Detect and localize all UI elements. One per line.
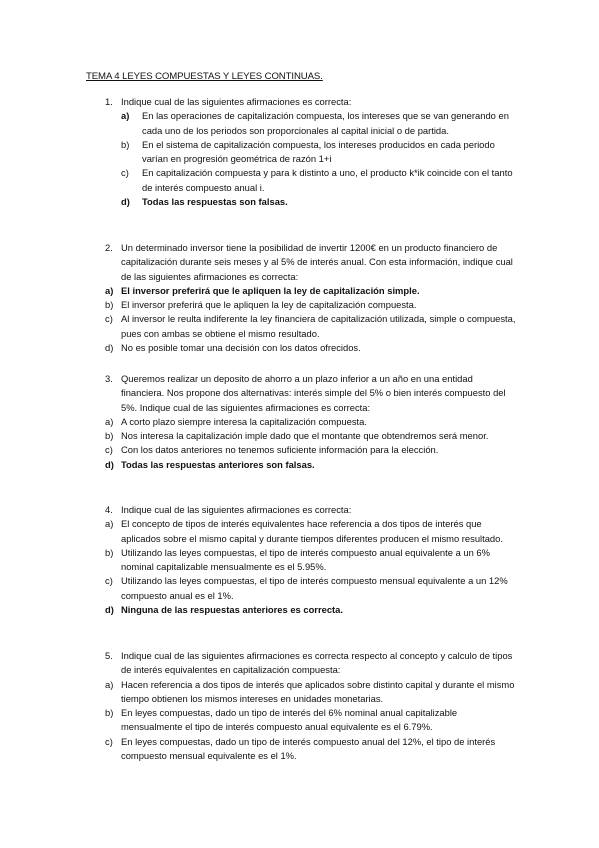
option-a bbox=[0, 415, 599, 429]
option-text: Nos interesa la capitalización imple dado que el montante que obtendremos será menor. bbox=[121, 430, 489, 442]
option-label: b) bbox=[105, 546, 114, 558]
option-text: Con los datos anteriores no tenemos suficiente información para la elección. bbox=[121, 444, 439, 456]
option-c bbox=[0, 312, 599, 341]
question-number: 1. bbox=[105, 96, 113, 107]
option-b bbox=[0, 138, 599, 167]
option-text: Todas las respuestas anteriores son falsas. bbox=[121, 458, 315, 470]
option-text: Todas las respuestas son falsas. bbox=[142, 196, 288, 208]
option-c bbox=[0, 735, 599, 764]
question-text: Indique cual de las siguientes afirmaciones es correcta: bbox=[121, 96, 352, 107]
option-text: El inversor preferirá que le apliquen la ley de capitalización simple. bbox=[121, 284, 420, 296]
question-5 bbox=[0, 649, 599, 763]
option-label: a) bbox=[121, 110, 130, 122]
question-1 bbox=[0, 95, 599, 209]
option-a bbox=[0, 678, 599, 707]
question-2 bbox=[0, 241, 599, 355]
option-text: No es posible tomar una decisión con los datos ofrecidos. bbox=[121, 342, 361, 354]
option-b bbox=[0, 298, 599, 312]
option-b bbox=[0, 706, 599, 735]
option-a bbox=[0, 517, 599, 546]
option-label: a) bbox=[105, 284, 114, 296]
question-text: Indique cual de las siguientes afirmaciones es correcta: bbox=[121, 504, 352, 515]
option-text: En leyes compuestas, dado un tipo de interés compuesto anual del 12%, el tipo de interés compuesto mensual equivalente es el 1%. bbox=[121, 735, 496, 762]
option-label: b) bbox=[105, 707, 114, 719]
option-b bbox=[0, 546, 599, 575]
question-text: Queremos realizar un deposito de ahorro a un plazo inferior a un año en una entidad financiera. Nos propone dos alternativas: interés simple del 5% o bien interés compuesto del 5%. Indique cual de las siguientes afirmaciones es correcta: bbox=[121, 373, 506, 413]
option-text: En el sistema de capitalización compuesta, los intereses producidos en cada periodo varían en progresión geométrica de razón 1+i bbox=[142, 138, 495, 165]
question-text: Un determinado inversor tiene la posibilidad de invertir 1200€ en un producto financiero de capitalización durante seis meses y al 5% de interés anual. Con esta información, indique cual de las siguientes afirmaciones es correcta: bbox=[121, 242, 513, 282]
option-a bbox=[0, 109, 599, 138]
option-d bbox=[0, 195, 599, 209]
question-number: 5. bbox=[105, 650, 113, 661]
option-text: A corto plazo siempre interesa la capitalización compuesta. bbox=[121, 415, 367, 427]
option-label: a) bbox=[105, 415, 114, 427]
option-text: En capitalización compuesta y para k distinto a uno, el producto k*ik coincide con el tanto de interés compuesto anual i. bbox=[142, 167, 513, 193]
option-text: Ninguna de las respuestas anteriores es correcta. bbox=[121, 604, 343, 616]
option-text: El inversor preferirá que le apliquen la ley de capitalización compuesta. bbox=[121, 299, 417, 311]
question-number: 4. bbox=[105, 504, 113, 515]
option-text: Utilizando las leyes compuestas, el tipo de interés compuesto anual equivalente a un 6% nominal capitalizable mensualmente es el 5.95%. bbox=[121, 546, 490, 573]
option-c bbox=[0, 166, 599, 195]
option-c bbox=[0, 574, 599, 603]
option-text: En leyes compuestas, dado un tipo de interés del 6% nominal anual capitalizable mensualmente el tipo de interés compuesto anual equivalente es el 6.79%. bbox=[121, 707, 458, 733]
option-b bbox=[0, 429, 599, 443]
option-d bbox=[0, 458, 599, 472]
option-label: a) bbox=[105, 678, 114, 690]
option-label: c) bbox=[105, 735, 113, 747]
option-d bbox=[0, 603, 599, 617]
question-number: 3. bbox=[105, 373, 113, 384]
option-label: b) bbox=[105, 299, 114, 311]
question-number: 2. bbox=[105, 242, 113, 253]
option-text: Utilizando las leyes compuestas, el tipo de interés compuesto mensual equivalente a un 12% compuesto anual es el 1%. bbox=[121, 575, 508, 601]
question-3 bbox=[0, 372, 599, 472]
option-label: c) bbox=[105, 313, 113, 325]
option-text: Hacen referencia a dos tipos de interés que aplicados sobre distinto capital y durante el mismo tiempo obtienen los mismos intereses en unidades monetarias. bbox=[121, 678, 515, 704]
option-d bbox=[0, 341, 599, 355]
question-text: Indique cual de las siguientes afirmaciones es correcta respecto al concepto y calculo de tipos de interés equivalentes en capitalización compuesta: bbox=[121, 650, 513, 676]
option-label: b) bbox=[105, 430, 114, 442]
option-c bbox=[0, 443, 599, 457]
option-label: b) bbox=[121, 138, 130, 150]
option-label: d) bbox=[105, 342, 114, 354]
option-label: d) bbox=[121, 196, 130, 208]
option-text: Al inversor le reulta indiferente la ley financiera de capitalización utilizada, simple o compuesta, pues con ambas se obtiene el mismo resultado. bbox=[121, 313, 516, 339]
option-label: c) bbox=[105, 575, 113, 587]
option-text: En las operaciones de capitalización compuesta, los intereses que se van generando en cada uno de los periodos son proporcionales al capital inicial o de partida. bbox=[142, 110, 509, 136]
option-label: c) bbox=[105, 444, 113, 456]
document-title: TEMA 4 LEYES COMPUESTAS Y LEYES CONTINUAS. bbox=[86, 71, 323, 82]
option-label: a) bbox=[105, 518, 114, 530]
option-label: d) bbox=[105, 458, 114, 470]
option-label: d) bbox=[105, 604, 114, 616]
option-label: c) bbox=[121, 167, 129, 179]
option-a bbox=[0, 284, 599, 298]
question-4 bbox=[0, 503, 599, 617]
option-text: El concepto de tipos de interés equivalentes hace referencia a dos tipos de interés que aplicados sobre el mismo capital y durante tiempos diferentes producen el mismo resultado. bbox=[121, 518, 503, 544]
